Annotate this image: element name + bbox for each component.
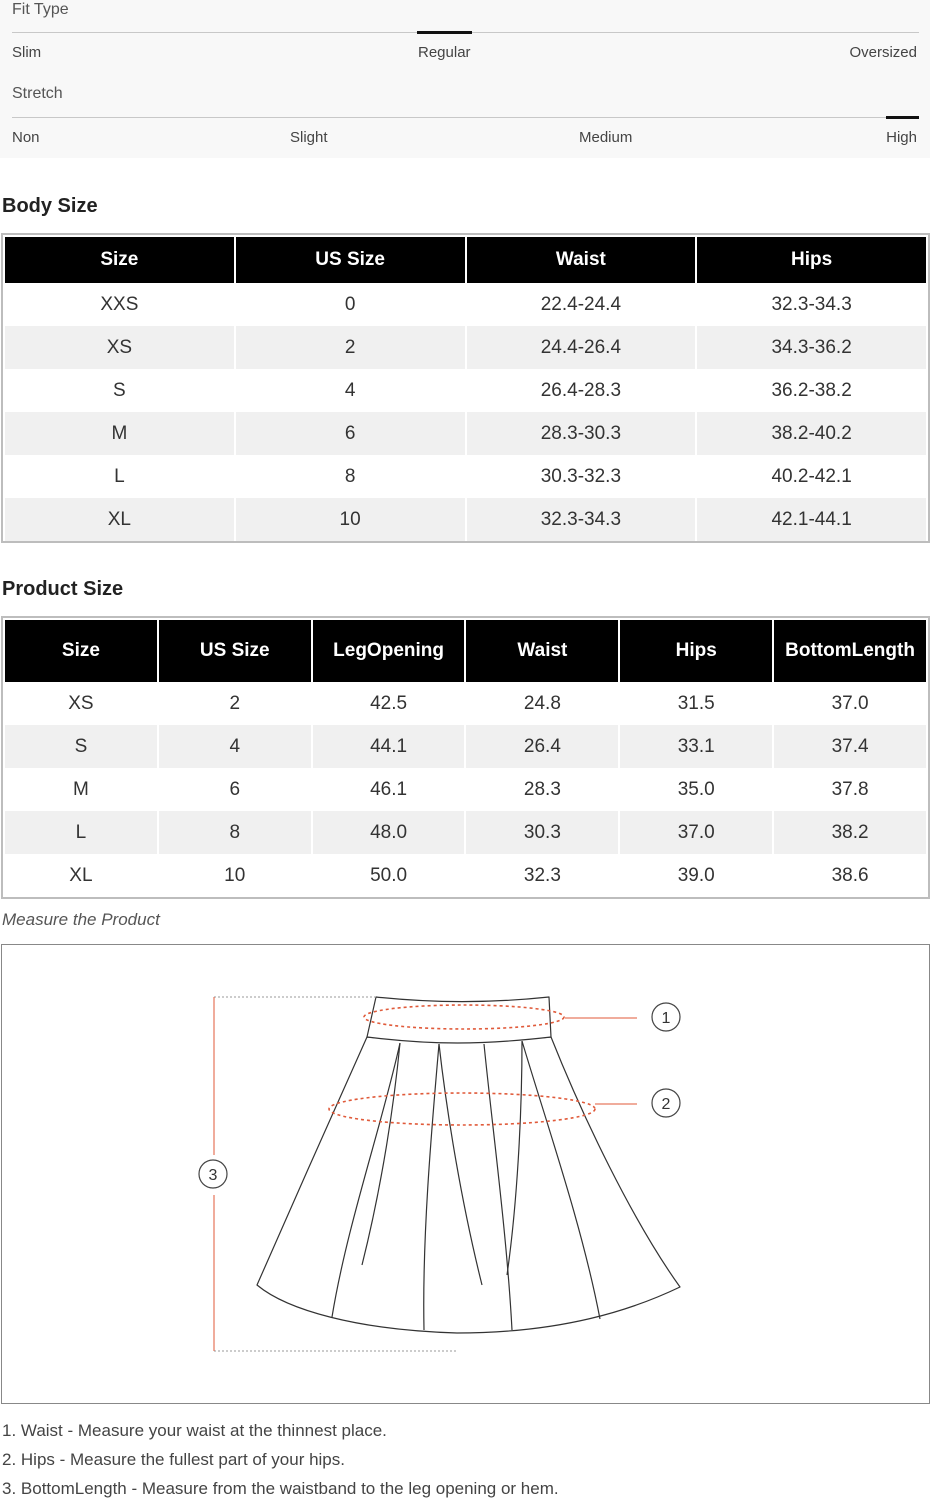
skirt-outline [257, 1037, 680, 1333]
table-cell: 42.5 [313, 682, 465, 725]
table-cell: 8 [159, 811, 311, 854]
stretch-marker [886, 116, 919, 119]
table-cell: XS [5, 682, 157, 725]
table-cell: 38.6 [774, 854, 926, 897]
table-cell: M [5, 768, 157, 811]
measure-diagram [1, 944, 930, 1404]
column-header: Hips [620, 618, 772, 682]
callout-number-1: 1 [661, 1010, 671, 1027]
callout-number-3: 3 [208, 1167, 218, 1184]
measure-notes [2, 1420, 559, 1507]
table-cell: XXS [5, 283, 234, 326]
table-cell: 32.3 [466, 854, 618, 897]
stretch-label-non: Non [12, 129, 40, 146]
table-cell: 6 [159, 768, 311, 811]
table-header-row [5, 235, 926, 283]
stretch-track [12, 117, 919, 118]
table-cell: S [5, 369, 234, 412]
table-row [5, 854, 926, 897]
column-header: US Size [236, 235, 465, 283]
table-row [5, 811, 926, 854]
table-cell: 39.0 [620, 854, 772, 897]
table-cell: 22.4-24.4 [467, 283, 696, 326]
product-size-title: Product Size [2, 578, 124, 600]
table-cell: 31.5 [620, 682, 772, 725]
table-cell: 4 [236, 369, 465, 412]
table-cell: 37.8 [774, 768, 926, 811]
stretch-label-medium: Medium [579, 129, 633, 146]
table-cell: 2 [236, 326, 465, 369]
fit-type-marker [417, 31, 472, 34]
table-cell: 24.8 [466, 682, 618, 725]
table-cell: 34.3-36.2 [697, 326, 926, 369]
table-cell: 28.3-30.3 [467, 412, 696, 455]
table-cell: 44.1 [313, 725, 465, 768]
table-row [5, 412, 926, 455]
body-size-table [1, 233, 930, 543]
table-cell: 35.0 [620, 768, 772, 811]
table-row [5, 326, 926, 369]
table-cell: 36.2-38.2 [697, 369, 926, 412]
fit-label-slim: Slim [12, 44, 42, 61]
column-header: Size [5, 618, 157, 682]
table-cell: 10 [236, 498, 465, 541]
table-cell: 24.4-26.4 [467, 326, 696, 369]
table-cell: 28.3 [466, 768, 618, 811]
table-cell: 42.1-44.1 [697, 498, 926, 541]
table-row [5, 455, 926, 498]
table-cell: 6 [236, 412, 465, 455]
table-cell: 38.2-40.2 [697, 412, 926, 455]
table-row [5, 369, 926, 412]
table-cell: 26.4 [466, 725, 618, 768]
fit-stretch-panel [0, 0, 930, 158]
stretch-label-high: High [886, 129, 917, 146]
table-cell: 33.1 [620, 725, 772, 768]
body-size-title: Body Size [2, 195, 98, 217]
table-cell: 38.2 [774, 811, 926, 854]
callout-number-2: 2 [661, 1096, 671, 1113]
table-cell: 26.4-28.3 [467, 369, 696, 412]
table-cell: L [5, 811, 157, 854]
table-cell: 37.4 [774, 725, 926, 768]
stretch-title: Stretch [12, 85, 63, 102]
table-row [5, 768, 926, 811]
table-cell: 4 [159, 725, 311, 768]
table-cell: 2 [159, 682, 311, 725]
table-row [5, 498, 926, 541]
table-header-row [5, 618, 926, 682]
note-waist: 1. Waist - Measure your waist at the thinnest place. [2, 1421, 387, 1440]
table-cell: 10 [159, 854, 311, 897]
column-header: Size [5, 235, 234, 283]
skirt-illustration [2, 945, 929, 1403]
fit-type-title: Fit Type [12, 1, 69, 18]
column-header: LegOpening [313, 618, 465, 682]
table-cell: 46.1 [313, 768, 465, 811]
column-header: Hips [697, 235, 926, 283]
table-cell: M [5, 412, 234, 455]
table-cell: 30.3 [466, 811, 618, 854]
table-cell: 32.3-34.3 [467, 498, 696, 541]
table-cell: XS [5, 326, 234, 369]
table-row [5, 682, 926, 725]
table-cell: 37.0 [774, 682, 926, 725]
table-cell: 40.2-42.1 [697, 455, 926, 498]
table-row [5, 725, 926, 768]
table-cell: 37.0 [620, 811, 772, 854]
note-bottom-length: 3. BottomLength - Measure from the waistband to the leg opening or hem. [2, 1479, 559, 1498]
skirt-waistband [367, 997, 551, 1043]
table-cell: 32.3-34.3 [697, 283, 926, 326]
note-hips: 2. Hips - Measure the fullest part of your hips. [2, 1450, 345, 1469]
table-cell: L [5, 455, 234, 498]
table-cell: XL [5, 498, 234, 541]
table-row [5, 283, 926, 326]
table-cell: 0 [236, 283, 465, 326]
table-cell: 8 [236, 455, 465, 498]
fit-label-regular: Regular [418, 44, 471, 61]
table-cell: XL [5, 854, 157, 897]
table-cell: 50.0 [313, 854, 465, 897]
table-cell: 30.3-32.3 [467, 455, 696, 498]
column-header: BottomLength [774, 618, 926, 682]
measure-caption: Measure the Product [2, 910, 160, 929]
column-header: US Size [159, 618, 311, 682]
stretch-label-slight: Slight [290, 129, 328, 146]
product-size-table [1, 616, 930, 899]
table-cell: 48.0 [313, 811, 465, 854]
column-header: Waist [467, 235, 696, 283]
table-cell: S [5, 725, 157, 768]
column-header: Waist [466, 618, 618, 682]
fit-label-oversized: Oversized [849, 44, 917, 61]
